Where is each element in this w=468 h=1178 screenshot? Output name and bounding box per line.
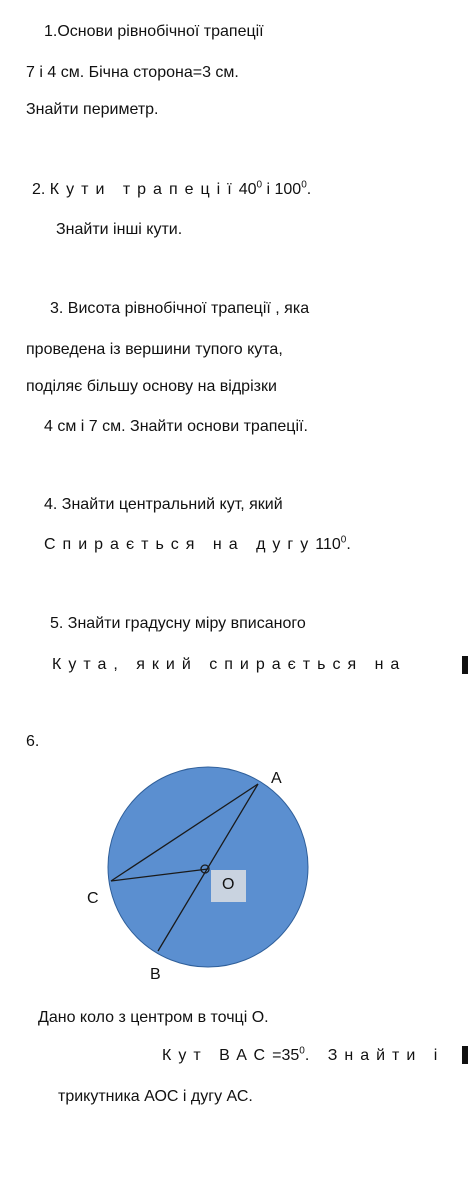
point-o-label: O [222,876,235,893]
problem-6-spaced-b: . Знайти і [304,1047,445,1064]
problem-2-prefix: 2. [32,181,50,198]
problem-2-line-2: Знайти інші кути. [56,221,183,238]
problem-4-spaced-text: Спирається на дугу [44,536,316,553]
problem-2-angle-1: 40 [238,181,257,198]
problem-3-line-3: поділяє більшу основу на відрізки [26,378,277,395]
problem-3-line-1: 3. Висота рівнобічної трапеції , яка [50,300,310,317]
point-a-label: A [271,770,282,787]
problem-6-degree: 0 [299,1045,305,1057]
problem-4-degree: 0 [340,534,347,546]
problem-4-line-1: 4. Знайти центральний кут, який [44,496,283,513]
point-c-label: C [87,890,99,907]
problem-1-line-3: Знайти периметр. [26,101,159,118]
problem-2-spaced-text: Кути трапеції [49,181,239,198]
problem-2-conjunction: і [262,181,275,198]
problem-1-line-2: 7 і 4 см. Бічна сторона=3 см. [26,64,239,81]
problem-6-last-line: трикутника АОС і дугу АС. [58,1088,253,1105]
problem-6-number: 6. [26,733,40,750]
problem-2-end: . [306,181,312,198]
problem-6-line-2 [162,1046,444,1066]
problem-1-line-1: 1.Основи рівнобічної трапеції [44,23,264,40]
problem-6-spaced-a: Кут ВАС [162,1047,273,1064]
problem-4-value: 110 [315,536,341,553]
cut-off-text-mark-2 [462,1046,468,1064]
problem-5-line-1: 5. Знайти градусну міру вписаного [50,615,306,632]
problem-2-degree-2: 0 [301,179,307,191]
problem-2-angle-2: 100 [274,181,302,198]
problem-5-spaced-text: Кута, який спирається на [52,656,407,673]
problem-6-angle: =35 [272,1047,300,1064]
problem-6-given: Дано коло з центром в точці О. [38,1009,269,1026]
point-b-label: B [150,966,161,983]
problem-3-line-2: проведена із вершини тупого кута, [26,341,283,358]
problem-4-end: . [346,536,351,553]
problem-3-line-4: 4 см і 7 см. Знайти основи трапеції. [44,418,308,435]
problem-2-degree-1: 0 [256,179,263,191]
